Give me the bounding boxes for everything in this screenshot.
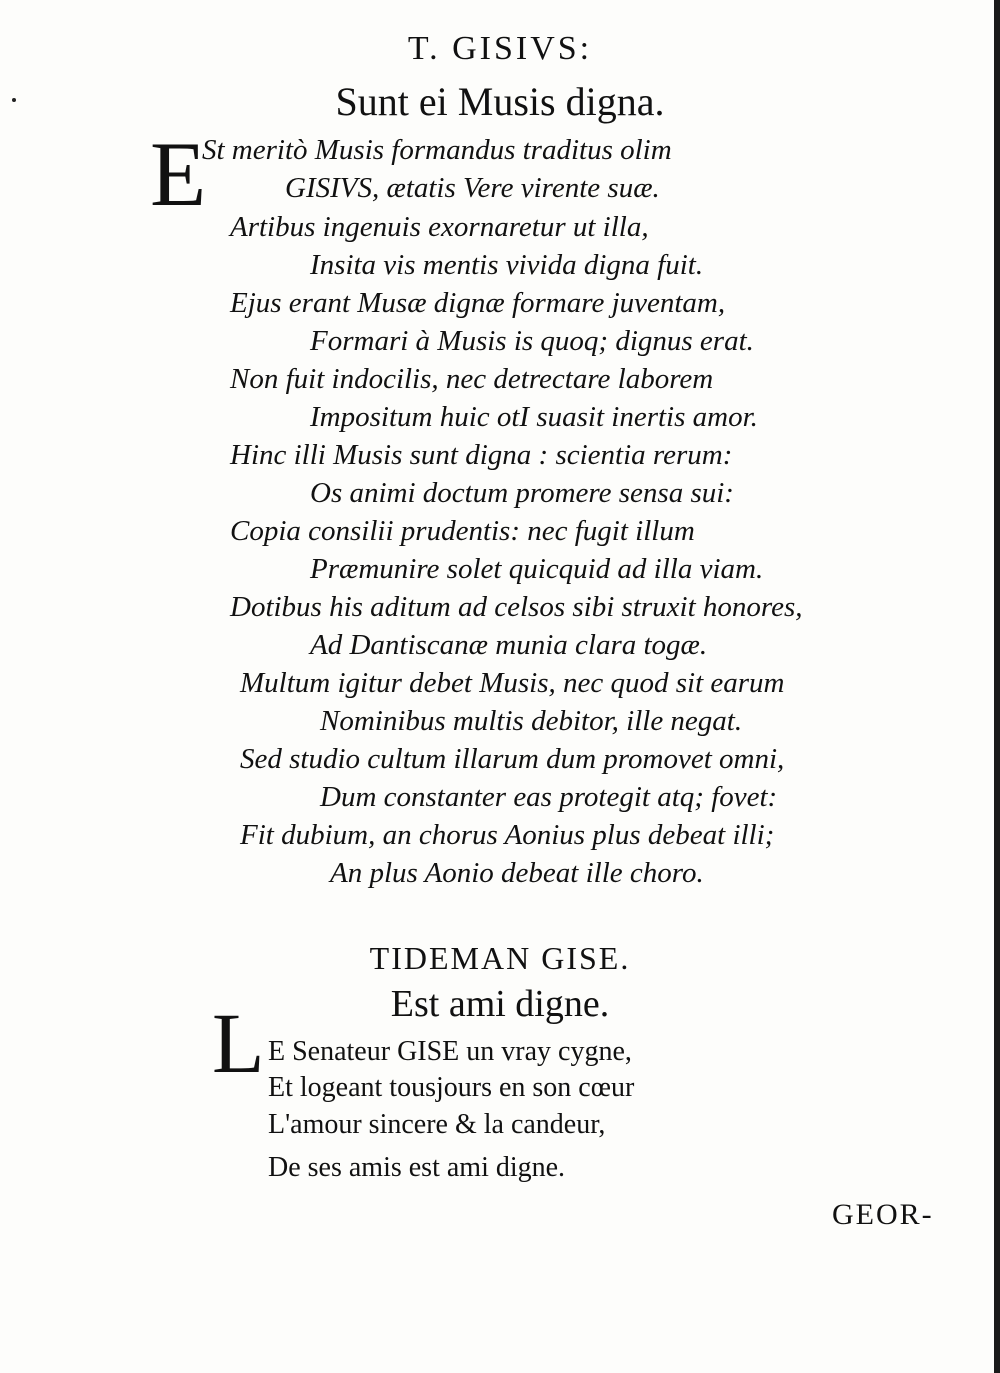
poem2-line: Et logeant tousjours en son cœur bbox=[268, 1072, 635, 1103]
poem1-drop-cap: E bbox=[150, 123, 207, 225]
poem2-line: L'amour sincere & la candeur, bbox=[268, 1109, 606, 1140]
poem2-drop-cap: L bbox=[212, 995, 265, 1091]
poem1-line: Os animi doctum promere sensa sui: bbox=[310, 477, 734, 509]
poem1-line: Dotibus his aditum ad celsos sibi struxit honores, bbox=[230, 591, 803, 623]
poem1-subtitle: Sunt ei Musis digna. bbox=[335, 79, 665, 124]
poem1-line: Ad Dantiscanæ munia clara togæ. bbox=[310, 629, 708, 661]
poem1-line: Insita vis mentis vivida digna fuit. bbox=[310, 249, 704, 281]
catchword: GEOR- bbox=[832, 1198, 934, 1231]
poem2-subtitle: Est ami digne. bbox=[390, 983, 610, 1025]
poem1-line: Copia consilii prudentis: nec fugit illum bbox=[230, 515, 695, 547]
poem1-line: GISIVS, ætatis Vere virente suæ. bbox=[285, 172, 660, 204]
poem1-line: Impositum huic otI suasit inertis amor. bbox=[310, 401, 758, 433]
poem2-line: De ses amis est ami digne. bbox=[268, 1152, 566, 1183]
poem1-line: Multum igitur debet Musis, nec quod sit earum bbox=[240, 667, 785, 699]
poem1-line: Sed studio cultum illarum dum promovet omni, bbox=[240, 743, 785, 775]
page-edge-shadow bbox=[994, 0, 1000, 1373]
poem1-heading: T. GISIVS: bbox=[407, 30, 593, 67]
poem1-line: Artibus ingenuis exornaretur ut illa, bbox=[230, 211, 649, 243]
poem1-line: Hinc illi Musis sunt digna : scientia rerum: bbox=[230, 439, 733, 471]
poem1-line: Formari à Musis is quoq; dignus erat. bbox=[310, 325, 754, 357]
poem2-heading: TIDEMAN GISE. bbox=[369, 940, 631, 976]
poem1-line: An plus Aonio debeat ille choro. bbox=[330, 857, 704, 889]
poem1-line: St meritò Musis formandus traditus olim bbox=[202, 134, 672, 166]
poem1-line: Dum constanter eas protegit atq; fovet: bbox=[320, 781, 778, 813]
poem1-line: Fit dubium, an chorus Aonius plus debeat illi; bbox=[240, 819, 775, 851]
poem1-line: Nominibus multis debitor, ille negat. bbox=[320, 705, 743, 737]
poem1-line: Non fuit indocilis, nec detrectare laborem bbox=[230, 363, 714, 395]
poem2-line: E Senateur GISE un vray cygne, bbox=[268, 1036, 632, 1067]
poem1-line: Præmunire solet quicquid ad illa viam. bbox=[310, 553, 764, 585]
poem1-line: Ejus erant Musæ dignæ formare juventam, bbox=[230, 287, 726, 319]
